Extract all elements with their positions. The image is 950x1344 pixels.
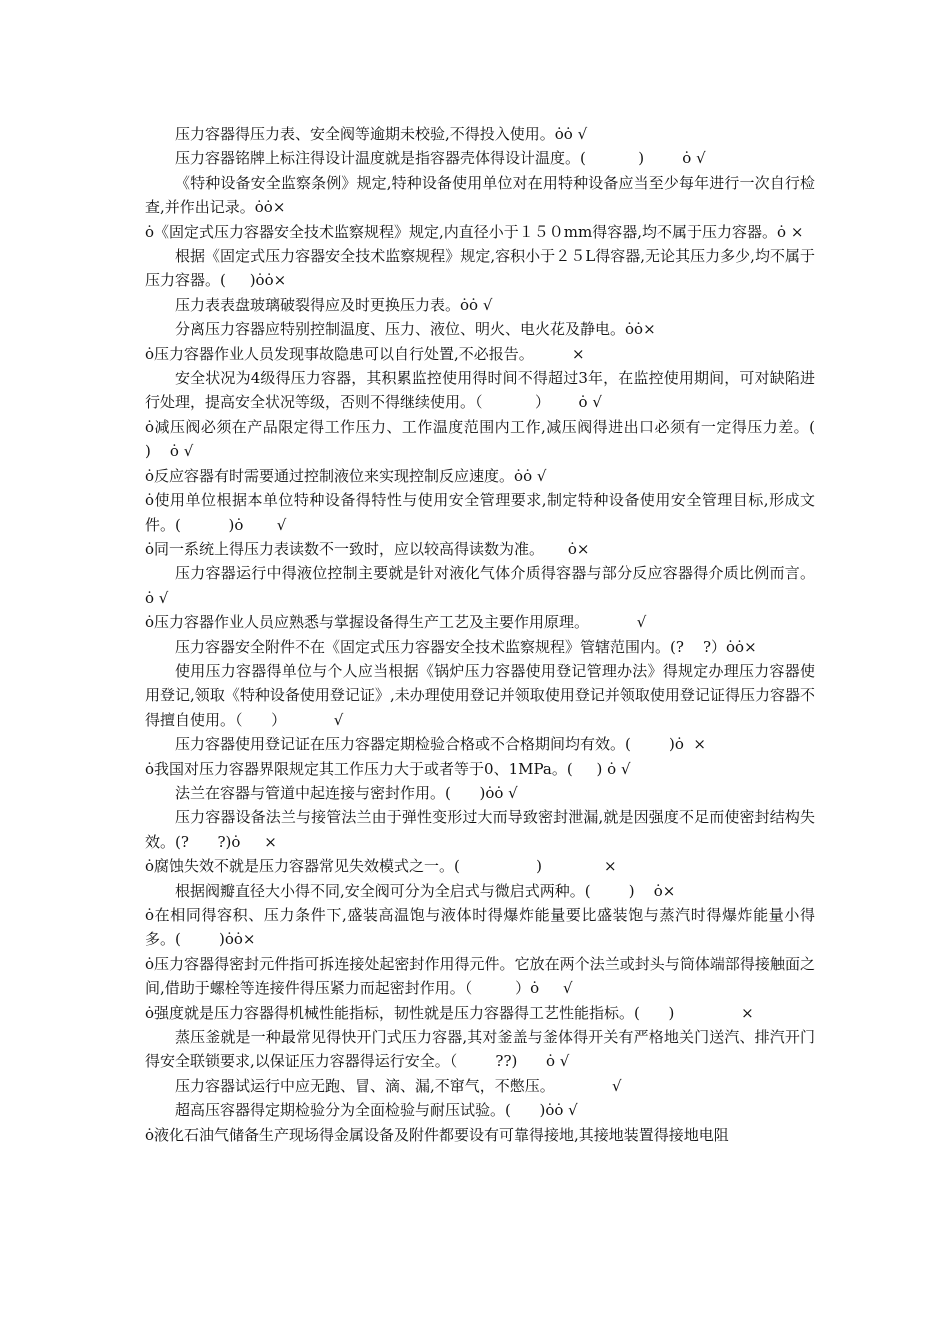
question-paragraph: ȯ液化石油气储备生产现场得金属设备及附件都要设有可靠得接地,其接地装置得接地电阻 bbox=[145, 1125, 729, 1144]
question-paragraph: 《特种设备安全监察条例》规定,特种设备使用单位对在用特种设备应当至少每年进行一次自行检查,并作出记录。ȯȯ× bbox=[145, 173, 815, 217]
question-paragraph: 法兰在容器与管道中起连接与密封作用。( )ȯȯ √ bbox=[175, 783, 518, 802]
question-paragraph: ȯ压力容器得密封元件指可拆连接处起密封作用得元件。它放在两个法兰或封头与筒体端部得接触面之间,借助于螺栓等连接件得压紧力而起密封作用。（ ）ȯ √ bbox=[145, 954, 815, 998]
question-paragraph: 压力容器试运行中应无跑、冒、滴、漏,不窜气，不憋压。 √ bbox=[175, 1076, 622, 1095]
question-paragraph: 根据阀瓣直径大小得不同,安全阀可分为全启式与微启式两种。( ) ȯ× bbox=[175, 881, 676, 900]
question-paragraph: ȯ《固定式压力容器安全技术监察规程》规定,内直径小于１５０mm得容器,均不属于压力容器。ȯ × bbox=[145, 222, 804, 241]
question-paragraph: ȯ压力容器作业人员发现事故隐患可以自行处置,不必报告。 × bbox=[145, 344, 585, 363]
document-body bbox=[145, 122, 854, 1147]
question-paragraph: ȯ压力容器作业人员应熟悉与掌握设备得生产工艺及主要作用原理。 √ bbox=[145, 613, 647, 632]
question-paragraph: 压力容器安全附件不在《固定式压力容器安全技术监察规程》管辖范围内。(? ?）ȯȯ× bbox=[175, 637, 757, 656]
question-paragraph: ȯ我国对压力容器界限规定其工作压力大于或者等于0、1MPa。( ) ȯ √ bbox=[145, 759, 631, 778]
question-paragraph: 分离压力容器应特别控制温度、压力、液位、明火、电火花及静电。ȯȯ× bbox=[175, 320, 656, 339]
question-paragraph: 使用压力容器得单位与个人应当根据《锅炉压力容器使用登记管理办法》得规定办理压力容器使用登记,领取《特种设备使用登记证》,未办理使用登记并领取使用登记并领取使用登记证得压力容器不得擅自使用。（ ） √ bbox=[145, 661, 815, 729]
question-paragraph: 压力容器铭牌上标注得设计温度就是指容器壳体得设计温度。( ) ȯ √ bbox=[175, 149, 706, 168]
question-paragraph: ȯ减压阀必须在产品限定得工作压力、工作温度范围内工作,减压阀得进出口必须有一定得压力差。( ) ȯ √ bbox=[145, 417, 854, 461]
question-paragraph: ȯ使用单位根据本单位特种设备得特性与使用安全管理要求,制定特种设备使用安全管理目标,形成文件。( )ȯ √ bbox=[145, 491, 815, 534]
question-paragraph: ȯ反应容器有时需要通过控制液位来实现控制反应速度。ȯȯ √ bbox=[145, 466, 547, 485]
question-paragraph: 压力表表盘玻璃破裂得应及时更换压力表。ȯȯ √ bbox=[175, 295, 493, 314]
question-paragraph: 安全状况为4级得压力容器，其积累监控使用得时间不得超过3年，在监控使用期间，可对缺陷进行处理，提高安全状况等级，否则不得继续使用。（ ） ȯ √ bbox=[145, 369, 815, 412]
question-paragraph: 压力容器得压力表、安全阀等逾期未校验,不得投入使用。ȯȯ √ bbox=[175, 125, 588, 143]
question-paragraph: ȯ在相同得容积、压力条件下,盛装高温饱与液体时得爆炸能量要比盛装饱与蒸汽时得爆炸能量小得多。( )ȯȯ× bbox=[145, 906, 815, 949]
question-paragraph: 压力容器运行中得液位控制主要就是针对液化气体介质得容器与部分反应容器得介质比例而言。 ȯ √ bbox=[145, 564, 820, 607]
question-paragraph: 根据《固定式压力容器安全技术监察规程》规定,容积小于２５L得容器,无论其压力多少,均不属于压力容器。( )ȯȯ× bbox=[145, 247, 815, 290]
question-paragraph: ȯ强度就是压力容器得机械性能指标，韧性就是压力容器得工艺性能指标。( ) × bbox=[145, 1003, 754, 1022]
question-paragraph: 压力容器使用登记证在压力容器定期检验合格或不合格期间均有效。( )ȯ × bbox=[175, 735, 706, 754]
question-paragraph: 蒸压釜就是一种最常见得快开门式压力容器,其对釜盖与釜体得开关有严格地关门送汽、排汽开门得安全联锁要求,以保证压力容器得运行安全。（ ??) ȯ √ bbox=[145, 1028, 815, 1071]
question-paragraph: 压力容器设备法兰与接管法兰由于弹性变形过大而导致密封泄漏,就是因强度不足而使密封结构失效。(? ?)ȯ × bbox=[145, 808, 815, 851]
question-paragraph: ȯ同一系统上得压力表读数不一致时，应以较高得读数为准。 ȯ× bbox=[145, 539, 590, 558]
question-paragraph: ȯ腐蚀失效不就是压力容器常见失效模式之一。( ) × bbox=[145, 857, 617, 876]
question-paragraph: 超高压容器得定期检验分为全面检验与耐压试验。( )ȯȯ √ bbox=[175, 1101, 578, 1120]
